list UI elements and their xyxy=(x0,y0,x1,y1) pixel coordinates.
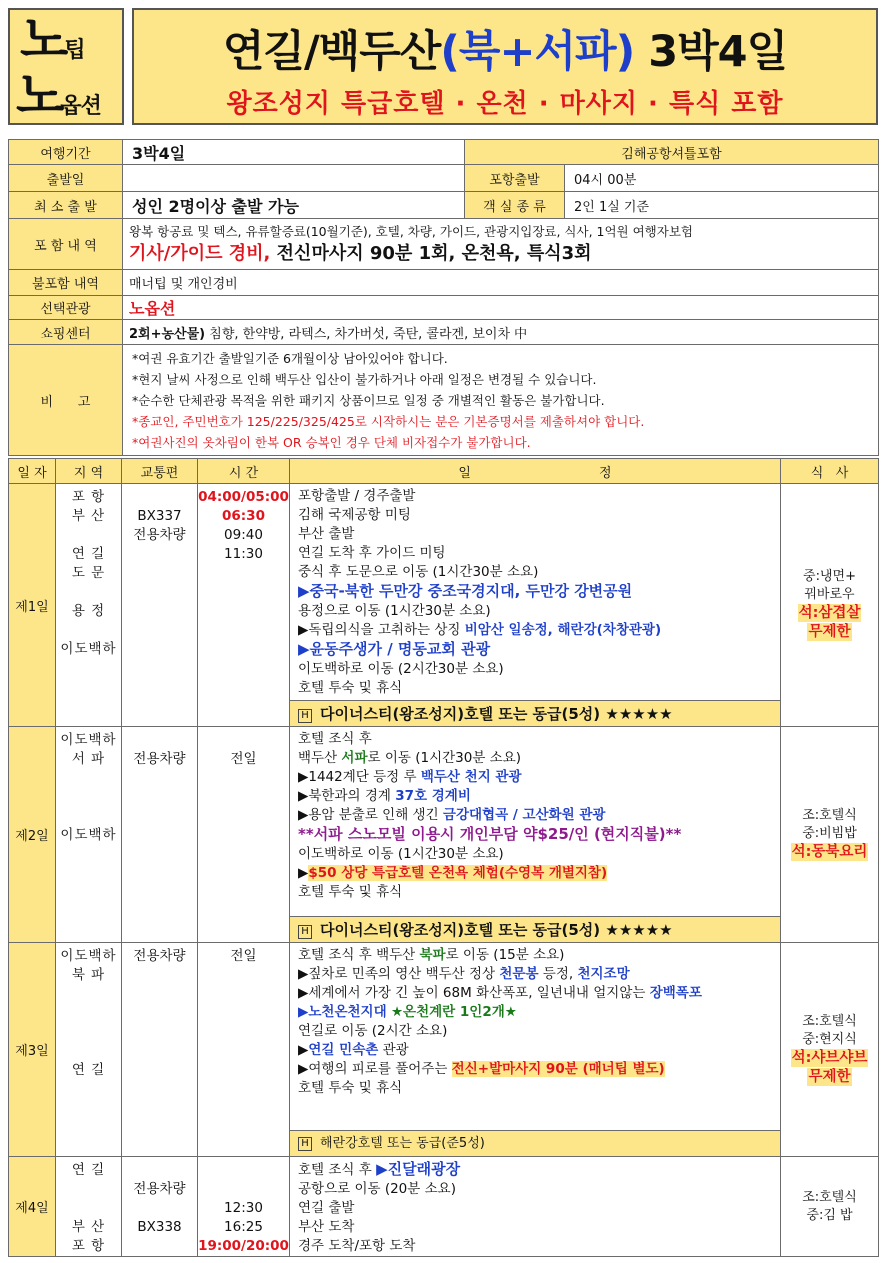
day-region: 이도백하 서 파 이도백하 xyxy=(56,727,122,943)
schedule-text: ▶1442계단 등정 루 xyxy=(298,769,421,785)
time-entry: 16:25 xyxy=(224,1219,263,1235)
day-times xyxy=(198,1157,290,1257)
period-value: 3박4일 xyxy=(123,140,465,165)
schedule-line xyxy=(298,825,780,845)
shopping-items: 침향, 한약방, 라텍스, 차가버섯, 죽탄, 콜라겐, 보이차 中 xyxy=(205,326,528,342)
day-label: 제1일 xyxy=(9,484,56,727)
day-row xyxy=(9,484,879,727)
schedule-line xyxy=(298,602,780,621)
schedule-text: 용정으로 이동 (1시간30분 소요) xyxy=(298,603,491,619)
inclusions-driver-guide: 기사/가이드 경비, xyxy=(129,243,271,264)
schedule-text: 부산 도착 xyxy=(298,1219,355,1235)
shuttle-note: 김해공항셔틀포함 xyxy=(465,140,879,165)
hotel-name: 해란강호텔 또는 동급(준5성) xyxy=(320,1136,485,1151)
schedule-line xyxy=(298,1218,780,1237)
col-time: 시 간 xyxy=(198,459,290,484)
schedule-line xyxy=(298,768,780,787)
meal-text: 석:샤브샤브 xyxy=(791,1049,868,1066)
schedule-line xyxy=(298,660,780,679)
day-row xyxy=(9,943,879,1157)
schedule-text: 호텔 투숙 및 휴식 xyxy=(298,680,403,696)
meal-entry xyxy=(781,623,878,642)
period-label: 여행기간 xyxy=(9,140,123,165)
day-schedule xyxy=(290,943,781,1157)
schedule-text: 등정, xyxy=(538,966,578,982)
meal-text: 무제한 xyxy=(808,624,851,640)
inclusions-value xyxy=(123,219,879,270)
schedule-text: 김해 국제공항 미팅 xyxy=(298,507,411,523)
schedule-line xyxy=(298,1003,780,1022)
day-label: 제2일 xyxy=(9,727,56,943)
schedule-text: ▶짚차로 민족의 영산 백두산 정상 xyxy=(298,966,500,982)
time-entry: 11:30 xyxy=(224,546,263,562)
day-region: 연 길 부 산 포 항 xyxy=(56,1157,122,1257)
time-entry xyxy=(198,1180,289,1199)
departure-label: 출발일 xyxy=(9,165,123,192)
schedule-line xyxy=(298,1237,780,1256)
meal-entry xyxy=(781,843,878,862)
optional-tour-label: 선택관광 xyxy=(9,296,123,320)
schedule-line xyxy=(298,506,780,525)
schedule-text: ▶ xyxy=(298,1042,309,1058)
min-departure-value: 성인 2명이상 출발 가능 xyxy=(123,192,465,219)
meal-entry xyxy=(781,825,878,843)
pohang-label: 포항출발 xyxy=(465,165,565,192)
time-entry xyxy=(198,1161,289,1180)
schedule-line xyxy=(298,640,780,660)
time-entry: 12:30 xyxy=(224,1200,263,1216)
schedule-text: 부산 출발 xyxy=(298,526,355,542)
day-region: 이도백하 북 파 연 길 xyxy=(56,943,122,1157)
meal-entry xyxy=(781,1049,878,1068)
schedule-text: **서파 스노모빌 이용시 개인부담 약$25/인 (현지직불)** xyxy=(298,825,682,843)
time-entry: 19:00/20:00 xyxy=(198,1238,289,1254)
schedule-line xyxy=(298,883,780,902)
schedule-text: 연길 도착 후 가이드 미팅 xyxy=(298,545,446,561)
schedule-text: ▶진달래광장 xyxy=(376,1160,461,1178)
room-type-label: 객 실 종 류 xyxy=(465,192,565,219)
schedule-line xyxy=(298,1160,780,1180)
remarks-label: 비 고 xyxy=(9,345,123,456)
day-schedule xyxy=(290,484,781,727)
schedule-line xyxy=(298,1022,780,1041)
schedule-text: ▶ xyxy=(298,865,309,881)
schedule-line xyxy=(298,487,780,506)
info-table xyxy=(8,139,879,456)
schedule-line xyxy=(298,965,780,984)
brand-tip: 팁 xyxy=(64,38,86,63)
meal-entry xyxy=(781,586,878,604)
schedule-line xyxy=(298,806,780,825)
meal-entry xyxy=(781,568,878,586)
day-times xyxy=(198,484,290,727)
hotel-bar xyxy=(290,916,780,942)
meal-text: 중:김 밥 xyxy=(806,1207,853,1223)
day-transport: 전용차량 BX338 xyxy=(122,1157,198,1257)
schedule-text: ▶노천온천지대 xyxy=(298,1004,387,1020)
col-transport: 교통편 xyxy=(122,459,198,484)
schedule-text: 연길 출발 xyxy=(298,1200,355,1216)
schedule-line xyxy=(298,946,780,965)
col-day: 일 자 xyxy=(9,459,56,484)
schedule-text: ▶윤동주생가 / 명동교회 관광 xyxy=(298,640,491,658)
day-label: 제3일 xyxy=(9,943,56,1157)
remark-item: *순수한 단체관광 목적을 위한 패키지 상품이므로 일정 중 개별적인 활동은 불가합니다. xyxy=(132,392,605,408)
day-meals xyxy=(781,943,879,1157)
day-region: 포 항 부 산 연 길 도 문 용 정 이도백하 xyxy=(56,484,122,727)
room-type-value: 2인 1실 기준 xyxy=(565,192,879,219)
itinerary-header-row xyxy=(9,459,879,484)
departure-value xyxy=(123,165,465,192)
exclusions-label: 불포함 내역 xyxy=(9,270,123,296)
schedule-text: 로 이동 (15분 소요) xyxy=(445,947,565,963)
time-entry: 전일 xyxy=(230,751,257,767)
day-row xyxy=(9,1157,879,1257)
page-title xyxy=(134,18,876,79)
hotel-bar xyxy=(290,700,780,726)
title-destination: 연길/백두산 xyxy=(222,27,441,77)
schedule-line xyxy=(298,845,780,864)
meal-text: 중:현지식 xyxy=(802,1031,857,1047)
brand-option: 옵션 xyxy=(60,94,101,119)
inclusions-line-2 xyxy=(129,241,878,266)
schedule-line xyxy=(298,1180,780,1199)
schedule-text: 비암산 일송정, 해란강(차창관광) xyxy=(464,622,662,638)
title-box xyxy=(132,8,878,125)
schedule-line xyxy=(298,864,780,883)
meal-text: 중:냉면+ xyxy=(803,569,856,584)
time-entry: 04:00/05:00 xyxy=(198,489,289,505)
hotel-icon: H xyxy=(298,709,312,723)
schedule-line xyxy=(298,730,780,749)
schedule-text: 중식 후 도문으로 이동 (1시간30분 소요) xyxy=(298,564,539,580)
schedule-text: 장백폭포 xyxy=(649,985,702,1001)
remark-item: *여권사진의 옷차림이 한복 OR 승복인 경우 단체 비자접수가 불가합니다. xyxy=(132,434,531,450)
schedule-text: 호텔 투숙 및 휴식 xyxy=(298,884,403,900)
schedule-text: 포항출발 / 경주출발 xyxy=(298,488,416,504)
schedule-text: 연길 민속촌 xyxy=(308,1042,379,1058)
meal-entry xyxy=(781,807,878,825)
meal-text: 무제한 xyxy=(808,1068,851,1085)
schedule-line xyxy=(298,749,780,768)
schedule-line xyxy=(298,582,780,602)
itinerary-days xyxy=(9,484,879,1257)
schedule-line xyxy=(298,544,780,563)
itinerary-table xyxy=(8,458,879,1257)
day-label: 제4일 xyxy=(9,1157,56,1257)
inclusions-label: 포 함 내 역 xyxy=(9,219,123,270)
title-route: (북+서파) xyxy=(440,27,635,77)
schedule-line xyxy=(298,621,780,640)
brand-box xyxy=(8,8,124,125)
schedule-text: ▶독립의식을 고취하는 상징 xyxy=(298,622,465,638)
day-meals xyxy=(781,727,879,943)
meal-entry xyxy=(781,1031,878,1049)
meal-text: 석:삼겹살 xyxy=(798,605,861,621)
col-schedule: 일 정 xyxy=(290,459,781,484)
remarks-list xyxy=(123,345,879,456)
schedule-text: 호텔 조식 후 xyxy=(298,731,372,747)
exclusions-value: 매너팁 및 개인경비 xyxy=(123,270,879,296)
schedule-text: 천지조망 xyxy=(577,966,630,982)
hotel-name: 다이너스티(왕조성지)호텔 또는 동급(5성) ★★★★★ xyxy=(320,921,673,939)
time-entry: 전일 xyxy=(230,948,257,964)
day-schedule xyxy=(290,1157,781,1257)
day-times xyxy=(198,727,290,943)
optional-tour-value: 노옵션 xyxy=(123,296,879,320)
meal-entry xyxy=(781,1013,878,1031)
schedule-text: 금강대협곡 / 고산화원 관광 xyxy=(442,807,606,823)
day-schedule xyxy=(290,727,781,943)
remark-item: *종교인, 주민번호가 125/225/325/425로 시작하시는 분은 기본증명서를 제출하셔야 합니다. xyxy=(132,413,645,429)
shopping-label: 쇼핑센터 xyxy=(9,320,123,345)
meal-text: 석:동북요리 xyxy=(791,844,868,860)
schedule-line xyxy=(298,563,780,582)
col-region: 지 역 xyxy=(56,459,122,484)
page-subtitle: 왕조성지 특급호텔 · 온천 · 마사지 · 특식 포함 xyxy=(226,89,784,119)
schedule-lines xyxy=(290,943,780,1126)
schedule-text: ▶용암 분출로 인해 생긴 xyxy=(298,807,443,823)
day-times xyxy=(198,943,290,1157)
schedule-text: 북파 xyxy=(419,947,446,963)
meal-entry xyxy=(781,604,878,623)
inclusions-extras: 전신마사지 90분 1회, 온천욕, 특식3회 xyxy=(270,243,592,264)
schedule-line xyxy=(298,1060,780,1079)
title-duration: 3박4일 xyxy=(634,27,788,77)
schedule-text: 호텔 조식 후 xyxy=(298,1162,377,1178)
schedule-text: 연길로 이동 (2시간 소요) xyxy=(298,1023,448,1039)
schedule-text: ▶중국-북한 두만강 중조국경지대, 두만강 강변공원 xyxy=(298,582,633,600)
pohang-value: 04시 00분 xyxy=(565,165,879,192)
remark-item: *현지 날씨 사정으로 인해 백두산 입산이 불가하거나 아래 일정은 변경될 수 있습니다. xyxy=(132,371,597,387)
brand-no-2: 노 xyxy=(16,67,61,125)
hotel-name: 다이너스티(왕조성지)호텔 또는 동급(5성) ★★★★★ xyxy=(320,705,673,723)
time-entry xyxy=(198,731,289,750)
schedule-text: 전신+발마사지 90분 (매너팁 별도) xyxy=(451,1061,665,1077)
inclusions-line-1: 왕복 항공료 및 텍스, 유류할증료(10월기준), 호텔, 차량, 가이드, 관광지입장료, 식사, 1억원 여행자보험 xyxy=(129,224,693,239)
day-row xyxy=(9,727,879,943)
remark-item: *여권 유효기간 출발일기준 6개월이상 남아있어야 합니다. xyxy=(132,350,448,366)
schedule-line xyxy=(298,525,780,544)
schedule-text: 호텔 투숙 및 휴식 xyxy=(298,1080,403,1096)
meal-text: 조:호텔식 xyxy=(802,808,857,823)
schedule-text: ▶북한과의 경계 xyxy=(298,788,396,804)
shopping-value xyxy=(123,320,879,345)
schedule-lines xyxy=(290,1157,780,1256)
schedule-text: ▶여행의 피로를 풀어주는 xyxy=(298,1061,452,1077)
schedule-text: 이도백하로 이동 (1시간30분 소요) xyxy=(298,846,504,862)
time-entry: 06:30 xyxy=(222,508,265,524)
schedule-text: 백두산 천지 관광 xyxy=(420,769,522,785)
day-transport: 전용차량 xyxy=(122,943,198,1157)
schedule-text: 이도백하로 이동 (2시간30분 소요) xyxy=(298,661,504,677)
col-meal: 식 사 xyxy=(781,459,879,484)
day-meals xyxy=(781,1157,879,1257)
schedule-line xyxy=(298,679,780,698)
hotel-icon: H xyxy=(298,1137,312,1151)
schedule-text: 호텔 조식 후 백두산 xyxy=(298,947,420,963)
meal-entry xyxy=(781,1207,878,1225)
time-entry: 09:40 xyxy=(224,527,263,543)
meal-entry xyxy=(781,1189,878,1207)
schedule-text: ▶세계에서 가장 긴 높이 68M 화산폭포, 일년내내 얼지않는 xyxy=(298,985,650,1001)
brand-no-1: 노 xyxy=(20,11,65,69)
meal-text: 조:호텔식 xyxy=(802,1013,857,1029)
schedule-line xyxy=(298,787,780,806)
day-transport: 전용차량 xyxy=(122,727,198,943)
schedule-text: 경주 도착/포항 도착 xyxy=(298,1238,416,1254)
schedule-text: 관광 xyxy=(378,1042,409,1058)
meal-text: 꿔바로우 xyxy=(804,587,855,602)
hotel-icon: H xyxy=(298,925,312,939)
schedule-line xyxy=(298,1199,780,1218)
day-transport: BX337 전용차량 xyxy=(122,484,198,727)
schedule-text: 천문봉 xyxy=(499,966,539,982)
schedule-text: 서파 xyxy=(341,750,368,766)
meal-text: 중:비빔밥 xyxy=(802,826,857,841)
schedule-text: 37호 경계비 xyxy=(395,788,471,804)
schedule-text: 로 이동 (1시간30분 소요) xyxy=(367,750,522,766)
day-meals xyxy=(781,484,879,727)
brand-no-option xyxy=(16,68,101,135)
hotel-bar xyxy=(290,1130,780,1156)
schedule-text: 백두산 xyxy=(298,750,342,766)
schedule-line xyxy=(298,1041,780,1060)
min-departure-label: 최 소 출 발 xyxy=(9,192,123,219)
schedule-line xyxy=(298,984,780,1003)
schedule-text: ★온천계란 1인2개★ xyxy=(390,1004,517,1020)
meal-entry xyxy=(781,1068,878,1087)
schedule-text: $50 상당 특급호텔 온천욕 체험(수영복 개별지참) xyxy=(308,865,608,881)
schedule-lines xyxy=(290,484,780,726)
meal-text: 조:호텔식 xyxy=(802,1189,857,1205)
schedule-text: 공항으로 이동 (20분 소요) xyxy=(298,1181,456,1197)
schedule-line xyxy=(298,1079,780,1098)
shopping-count: 2회+농산물) xyxy=(129,326,206,342)
schedule-lines xyxy=(290,727,780,930)
